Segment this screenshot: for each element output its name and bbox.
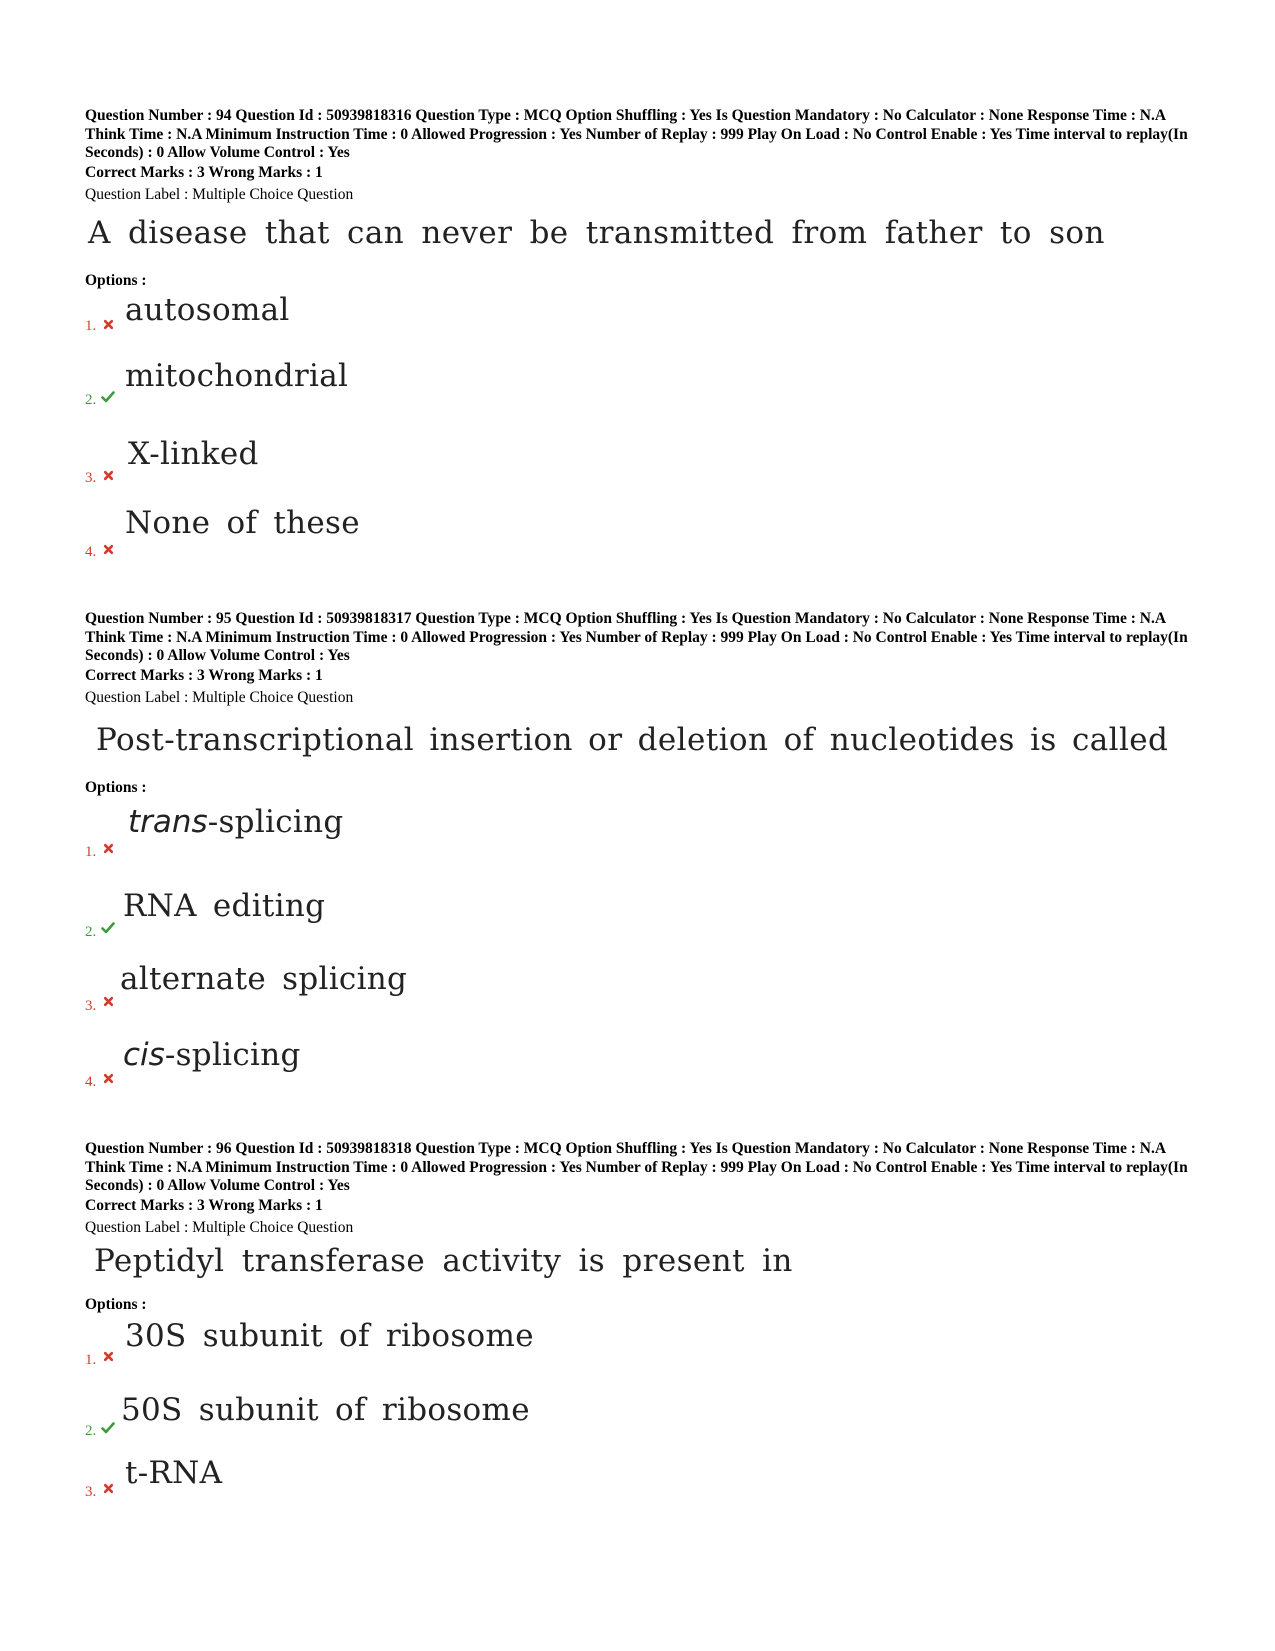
option-number: 2. (85, 392, 97, 408)
cross-icon (103, 319, 114, 330)
cross-icon (103, 996, 114, 1007)
option-number: 4. (85, 544, 97, 560)
cross-icon (103, 470, 114, 481)
options-label: Options : (85, 1296, 147, 1313)
option-text: 50S subunit of ribosome (121, 1392, 530, 1428)
options-label: Options : (85, 272, 147, 289)
option-text-rest: -splicing (164, 1037, 301, 1073)
option-text-rest: -splicing (207, 804, 344, 840)
question-stem: Post-transcriptional insertion or deletion of nucleotides is called (96, 722, 1169, 758)
option-text: 30S subunit of ribosome (125, 1318, 534, 1354)
cross-icon (103, 544, 114, 555)
question-label: Question Label : Multiple Choice Question (85, 689, 354, 706)
question-meta: Question Number : 95 Question Id : 50939818317 Question Type : MCQ Option Shuffling : Yes Is Question Mandatory : No Calculator : None Response Time : N.A Think Time : N.A Minimum Instruction Time : 0 Allowed Progression : Yes Number of Replay : 999 Play On Load : No Control Enable : Yes Time interval to replay(In Seconds) : 0 Allow Volume Control : Yes (85, 610, 1188, 664)
cross-icon (103, 1351, 114, 1362)
options-label: Options : (85, 779, 147, 796)
option-number: 2. (85, 1423, 97, 1439)
cross-icon (103, 1483, 114, 1494)
option-number: 3. (85, 470, 97, 486)
question-stem: Peptidyl transferase activity is present in (94, 1243, 793, 1279)
question-marks: Correct Marks : 3 Wrong Marks : 1 (85, 1197, 323, 1214)
option-number: 3. (85, 998, 97, 1014)
option-number: 2. (85, 924, 97, 940)
cross-icon (103, 1073, 114, 1084)
check-icon (101, 922, 115, 934)
option-text-italic: cis (123, 1037, 165, 1073)
option-text-italic: trans (128, 804, 208, 840)
question-marks: Correct Marks : 3 Wrong Marks : 1 (85, 667, 323, 684)
question-label: Question Label : Multiple Choice Question (85, 1219, 354, 1236)
question-label: Question Label : Multiple Choice Question (85, 186, 354, 203)
option-text (128, 804, 344, 840)
option-text: t-RNA (125, 1455, 223, 1491)
option-number: 1. (85, 844, 97, 860)
option-text: RNA editing (123, 888, 326, 924)
check-icon (101, 1422, 115, 1434)
option-text: alternate splicing (120, 961, 408, 997)
question-meta: Question Number : 94 Question Id : 50939818316 Question Type : MCQ Option Shuffling : Yes Is Question Mandatory : No Calculator : None Response Time : N.A Think Time : N.A Minimum Instruction Time : 0 Allowed Progression : Yes Number of Replay : 999 Play On Load : No Control Enable : Yes Time interval to replay(In Seconds) : 0 Allow Volume Control : Yes (85, 107, 1188, 161)
check-icon (101, 391, 115, 403)
question-marks: Correct Marks : 3 Wrong Marks : 1 (85, 164, 323, 181)
option-text: None of these (125, 505, 360, 541)
option-number: 3. (85, 1484, 97, 1500)
option-text: X-linked (128, 436, 259, 472)
option-number: 4. (85, 1074, 97, 1090)
question-meta: Question Number : 96 Question Id : 50939818318 Question Type : MCQ Option Shuffling : Yes Is Question Mandatory : No Calculator : None Response Time : N.A Think Time : N.A Minimum Instruction Time : 0 Allowed Progression : Yes Number of Replay : 999 Play On Load : No Control Enable : Yes Time interval to replay(In Seconds) : 0 Allow Volume Control : Yes (85, 1140, 1188, 1194)
cross-icon (103, 843, 114, 854)
option-number: 1. (85, 318, 97, 334)
question-stem: A disease that can never be transmitted from father to son (88, 215, 1105, 251)
option-number: 1. (85, 1352, 97, 1368)
option-text (123, 1037, 301, 1073)
option-text: autosomal (125, 292, 290, 328)
option-text: mitochondrial (125, 358, 349, 394)
